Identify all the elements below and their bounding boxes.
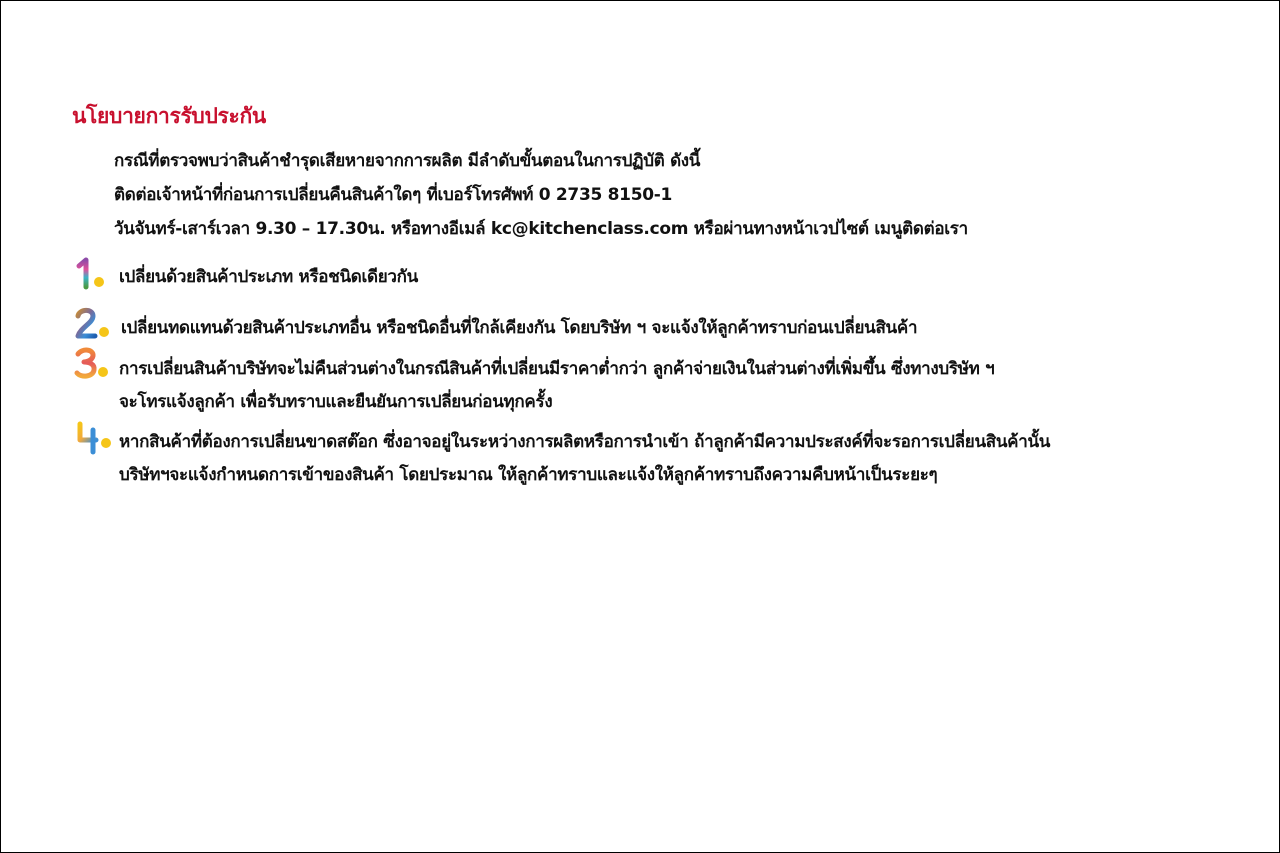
number-one-icon [73,257,113,297]
number-four-icon [73,420,113,460]
step-2-line-1: เปลี่ยนทดแทนด้วยสินค้าประเภทอื่น หรือชนิดอื่นที่ใกล้เคียงกัน โดยบริษัท ฯ จะแจ้งให้ลูกค้าทราบก่อนเปลี่ยนสินค้า [121,318,918,338]
step-3-line-2: จะโทรแจ้งลูกค้า เพื่อรับทราบและยืนยันการเปลี่ยนก่อนทุกครั้ง [119,392,553,412]
step-1-line-1: เปลี่ยนด้วยสินค้าประเภท หรือชนิดเดียวกัน [119,267,418,287]
step-4-line-2: บริษัทฯจะแจ้งกำหนดการเข้าของสินค้า โดยประมาณ ให้ลูกค้าทราบและแจ้งให้ลูกค้าทราบถึงความคืบหน้าเป็นระยะๆ [119,465,938,485]
step-4-line-1: หากสินค้าที่ต้องการเปลี่ยนขาดสต๊อก ซึ่งอาจอยู่ในระหว่างการผลิตหรือการนำเข้า ถ้าลูกค้ามีความประสงค์ที่จะรอการเปลี่ยนสินค้านั้น [119,432,1051,452]
number-two-icon [73,307,113,347]
number-three-icon [73,347,113,387]
policy-title: นโยบายการรับประกัน [72,104,266,128]
step-3-line-1: การเปลี่ยนสินค้าบริษัทจะไม่คืนส่วนต่างในกรณีสินค้าที่เปลี่ยนมีราคาต่ำกว่า ลูกค้าจ่ายเงินในส่วนต่างที่เพิ่มขึ้น ซึ่งทางบริษัท ฯ [119,359,995,379]
intro-line-1: กรณีที่ตรวจพบว่าสินค้าชำรุดเสียหายจากการผลิต มีลำดับขั้นตอนในการปฏิบัติ ดังนี้ [114,151,701,171]
intro-line-3: วันจันทร์-เสาร์เวลา 9.30 – 17.30น. หรือทางอีเมล์ kc@kitchenclass.com หรือผ่านทางหน้าเวปไซต์ เมนูติดต่อเรา [114,219,968,239]
intro-line-2: ติดต่อเจ้าหน้าที่ก่อนการเปลี่ยนคืนสินค้าใดๆ ที่เบอร์โทรศัพท์ 0 2735 8150-1 [114,185,673,205]
